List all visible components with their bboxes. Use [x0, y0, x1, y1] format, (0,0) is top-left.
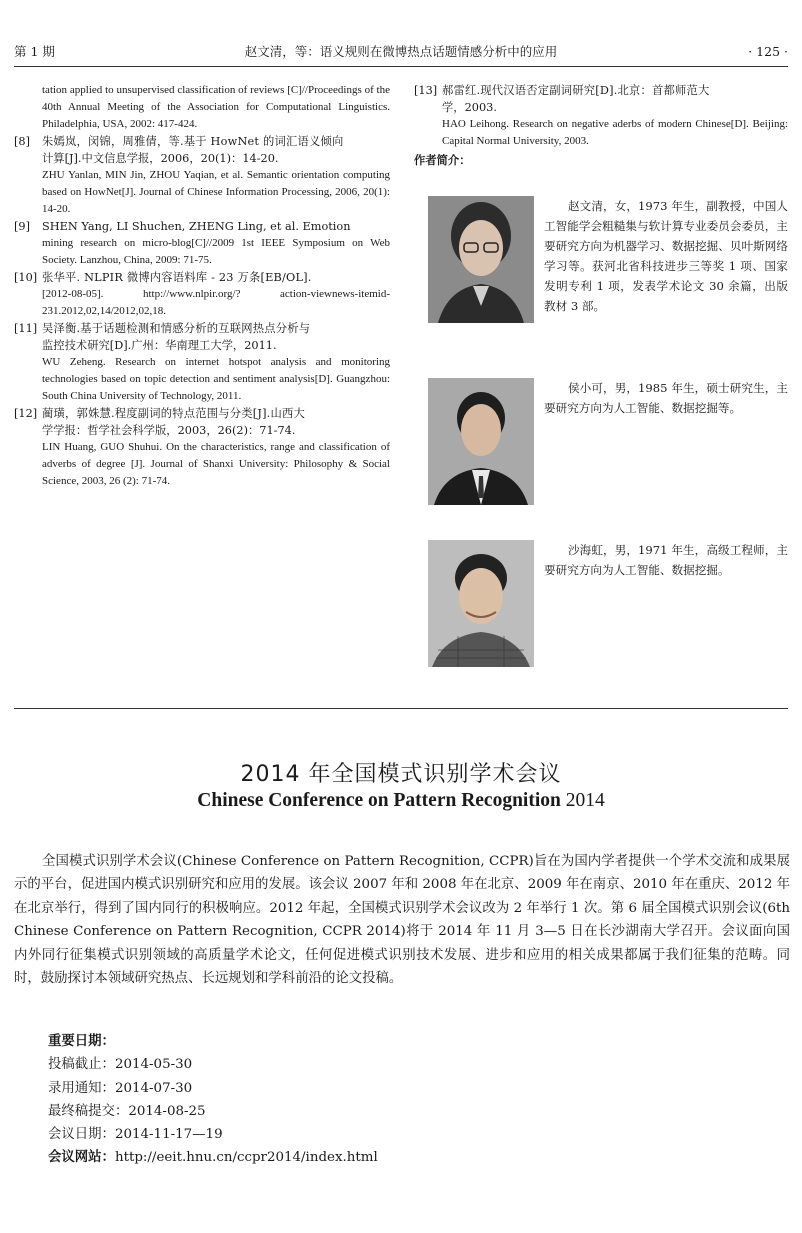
- announcement-title-en-text: Chinese Conference on Pattern Recognition: [197, 790, 561, 811]
- author-photo-2: [428, 378, 534, 505]
- date-final: 最终稿提交：2014-08-25: [48, 1103, 206, 1119]
- date-conference: 会议日期：2014-11-17—19: [48, 1127, 223, 1143]
- website-label: 会议网站：: [48, 1149, 115, 1166]
- date-acceptance: 录用通知：2014-07-30: [48, 1080, 193, 1096]
- announcement-title-en: [0, 790, 802, 812]
- author-bio-1-text: 赵文清，女，1973 年生，副教授，中国人工智能学会粗糙集与软计算专业委员会委员，主要研究方向为机器学习、数据挖掘、贝叶斯网络学习等。获河北省科技进步三等奖 1 项、国家发明专利 1 项，发表学术论文 30 余篇，出版教材 3 部。: [544, 199, 788, 313]
- reference-7-continued: tation applied to unsupervised classification of reviews [C]//Proceedings of the 40th Annual Meeting of the Association for Computational Linguistics. Philadelphia, USA, 2002: 417-424.: [42, 84, 390, 130]
- reference-10: [10] 张华平. NLPIR 微博内容语料库 - 23 万条[EB/OL]. [2012-08-05]. http://www.nlpir.org/? action-viewnews-itemid-231.2012,02,14/2012,02,18.: [14, 271, 390, 317]
- issue-number: 第 1 期: [14, 44, 55, 59]
- reference-9: [9] SHEN Yang, LI Shuchen, ZHENG Ling, et al. Emotion mining research on micro-blog[C]//2009 1st IEEE Symposium on Web Society. Lanzhou, China, 2009: 71-75.: [14, 220, 390, 266]
- references-left-column: [14, 82, 390, 490]
- author-bios: [414, 0, 788, 700]
- important-dates-heading: 重要日期：: [48, 1033, 115, 1049]
- author-photo-1: [428, 196, 534, 323]
- author-bio-3-text: 沙海虹，男，1971 年生，高级工程师，主要研究方向为人工智能、数据挖掘。: [544, 543, 788, 577]
- author-photo-3: [428, 540, 534, 667]
- announcement-body: 全国模式识别学术会议(Chinese Conference on Pattern Recognition, CCPR)旨在为国内学者提供一个学术交流和成果展示的平台，促进国内模式识别研究和应用的发展。该会议 2007 年和 2008 年在北京、2009 年在南京、2010 年在重庆、2012 年在北京举行，得到了国内同行的积极响应。2012 年起，全国模式识别学术会议改为 2 年举行 1 次。第 6 届全国模式识别会议(6th Chinese Conference on Pattern Recognition, CCPR 2014)将于 2014 年 11 月 3—5 日在长沙湖南大学召开。会议面向国内外同行征集模式识别领域的高质量学术论文，任何促进模式识别技术发展、进步和应用的相关成果都属于我们征集的范畴。同时，鼓励探讨本领域研究热点、长远规划和学科前沿的论文投稿。: [14, 854, 790, 987]
- reference-11: [11] 吴泽衡.基于话题检测和情感分析的互联网热点分析与 监控技术研究[D].广州：华南理工大学，2011. WU Zeheng. Research on internet hotspot analysis and monitoring technologies based on topic detection and sentiment analysis[D]. Guangzhou: South China University of Technology, 2011.: [14, 322, 390, 402]
- conference-website: [48, 1146, 378, 1169]
- important-dates: [48, 1030, 378, 1170]
- announcement-title-en-year: 2014: [565, 790, 605, 811]
- author-bio-2-text: 侯小可，男，1985 年生，硕士研究生，主要研究方向为人工智能、数据挖掘等。: [544, 381, 788, 415]
- running-title: 赵文清，等：语义规则在微博热点话题情感分析中的应用: [244, 44, 558, 59]
- date-submission: 投稿截止：2014-05-30: [48, 1057, 193, 1073]
- section-rule: [14, 708, 788, 709]
- page-number: · 125 ·: [748, 43, 788, 59]
- announcement-title-cn: 2014 年全国模式识别学术会议: [240, 762, 562, 787]
- website-link[interactable]: http://eeit.hnu.cn/ccpr2014/index.html: [114, 1150, 378, 1166]
- author-bio-heading: 作者简介：: [414, 153, 471, 167]
- reference-13: [13] 郝雷红.现代汉语否定副词研究[D].北京：首都师范大 学，2003. HAO Leihong. Research on negative aderbs of modern Chinese[D]. Beijing: Capital Normal University, 2003.: [414, 84, 788, 147]
- reference-8: [8] 朱嫣岚，闵锦，周雅倩，等.基于 HowNet 的词汇语义倾向 计算[J].中文信息学报，2006，20(1)：14-20. ZHU Yanlan, MIN Jin, ZHOU Yaqian, et al. Semantic orientation computing based on HowNet[J]. Journal of Chinese Information Processing, 2006, 20(1): 14-20.: [14, 135, 390, 215]
- reference-12: [12] 蔺璜，郭姝慧.程度副词的特点范围与分类[J].山西大 学学报：哲学社会科学版，2003，26(2)：71-74. LIN Huang, GUO Shuhui. On the characteristics, range and classification of adverbs of degree [J]. Journal of Shanxi University: Philosophy & Social Science, 2003, 26 (2): 71-74.: [14, 407, 390, 487]
